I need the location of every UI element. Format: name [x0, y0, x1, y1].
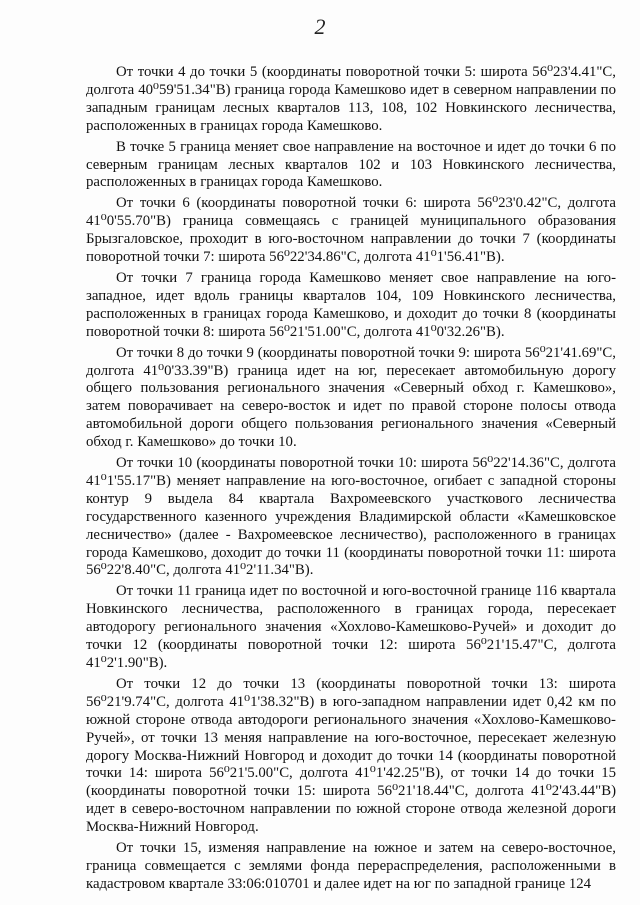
- paragraph: В точке 5 граница меняет свое направление на восточное и идет до точки 6 по северным границам лесных кварталов 102 и 103 Новкинского лесничества, расположенных в границах города Камешково.: [86, 138, 616, 191]
- paragraph: От точки 7 граница города Камешково меняет свое направление на юго-западное, идет вдоль границы кварталов 104, 109 Новкинского лесничества, расположенных в границах города Камешково, и доходит до точки 8 (координаты поворотной точки 8: широта 56⁰21'51.00"С, долгота 41⁰0'32.26"В).: [86, 269, 616, 340]
- paragraph: От точки 15, изменяя направление на южное и затем на северо-восточное, граница совмещается с землями фонда перераспределения, расположенными в кадастровом квартале 33:06:010701 и далее идет на юг по западной границе 124: [86, 840, 616, 892]
- document-body: [86, 64, 616, 897]
- paragraph: От точки 12 до точки 13 (координаты поворотной точки 13: широта 56⁰21'9.74"С, долгота 41⁰1'38.32"В) в юго-западном направлении идет 0,42 км по южной стороне отвода автодороги регионального значения «Хохлово-Камешково-Ручей», от точки 13 меняя направление на юго-восточное, пересекает железную дорогу Москва-Нижний Новгород и доходит до точки 14 (координаты поворотной точки 14: широта 56⁰21'5.00"С, долгота 41⁰1'42.25"В), от точки 14 до точки 15 (координаты поворотной точки 15: широта 56⁰21'18.44"С, долгота 41⁰2'43.44"В) идет в северо-восточном направлении по южной стороне отвода железной дороги Москва-Нижний Новгород.: [86, 675, 616, 836]
- paragraph: От точки 11 граница идет по восточной и юго-восточной границе 116 квартала Новкинского лесничества, расположенного в границах города, пересекает автодорогу регионального значения «Хохлово-Камешково-Ручей» и доходит до точки 12 (координаты поворотной точки 12: широта 56⁰21'15.47"С, долгота 41⁰2'1.90"В).: [86, 583, 616, 671]
- paragraph: От точки 10 (координаты поворотной точки 10: широта 56⁰22'14.36"С, долгота 41⁰1'55.17"В) меняет направление на юго-восточное, огибает с западной стороны контур 9 выдела 84 квартала Вахромеевского участкового лесничества государственного казенного учреждения Владимирской области «Камешковское лесничество» (далее - Вахромеевское лесничество), расположенного в границах города Камешково, доходит до точки 11 (координаты поворотной точки 11: широта 56⁰22'8.40"С, долгота 41⁰2'11.34"В).: [86, 455, 616, 579]
- paragraph: От точки 8 до точки 9 (координаты поворотной точки 9: широта 56⁰21'41.69"С, долгота 41⁰0'33.39"В) граница идет на юг, пересекает автомобильную дорогу общего пользования регионального значения «Северный обход г. Камешково», затем поворачивает на северо-восток и идет по правой стороне полосы отвода автомобильной дороги общего пользования регионального значения «Северный обход г. Камешково» до точки 10.: [86, 344, 616, 451]
- page-number: 2: [314, 14, 326, 39]
- paragraph: От точки 6 (координаты поворотной точки 6: широта 56⁰23'0.42"С, долгота 41⁰0'55.70"В) граница совмещаясь с границей муниципального образования Брызгаловское, проходит в юго-восточном направлении до точки 7 (координаты поворотной точки 7: широта 56⁰22'34.86"С, долгота 41⁰1'56.41"В).: [86, 195, 616, 266]
- paragraph: От точки 4 до точки 5 (координаты поворотной точки 5: широта 56⁰23'4.41"С, долгота 40⁰59'51.34"В) граница города Камешково идет в северном направлении по западным границам лесных кварталов 113, 108, 102 Новкинского лесничества, расположенных в границах города Камешково.: [86, 64, 616, 134]
